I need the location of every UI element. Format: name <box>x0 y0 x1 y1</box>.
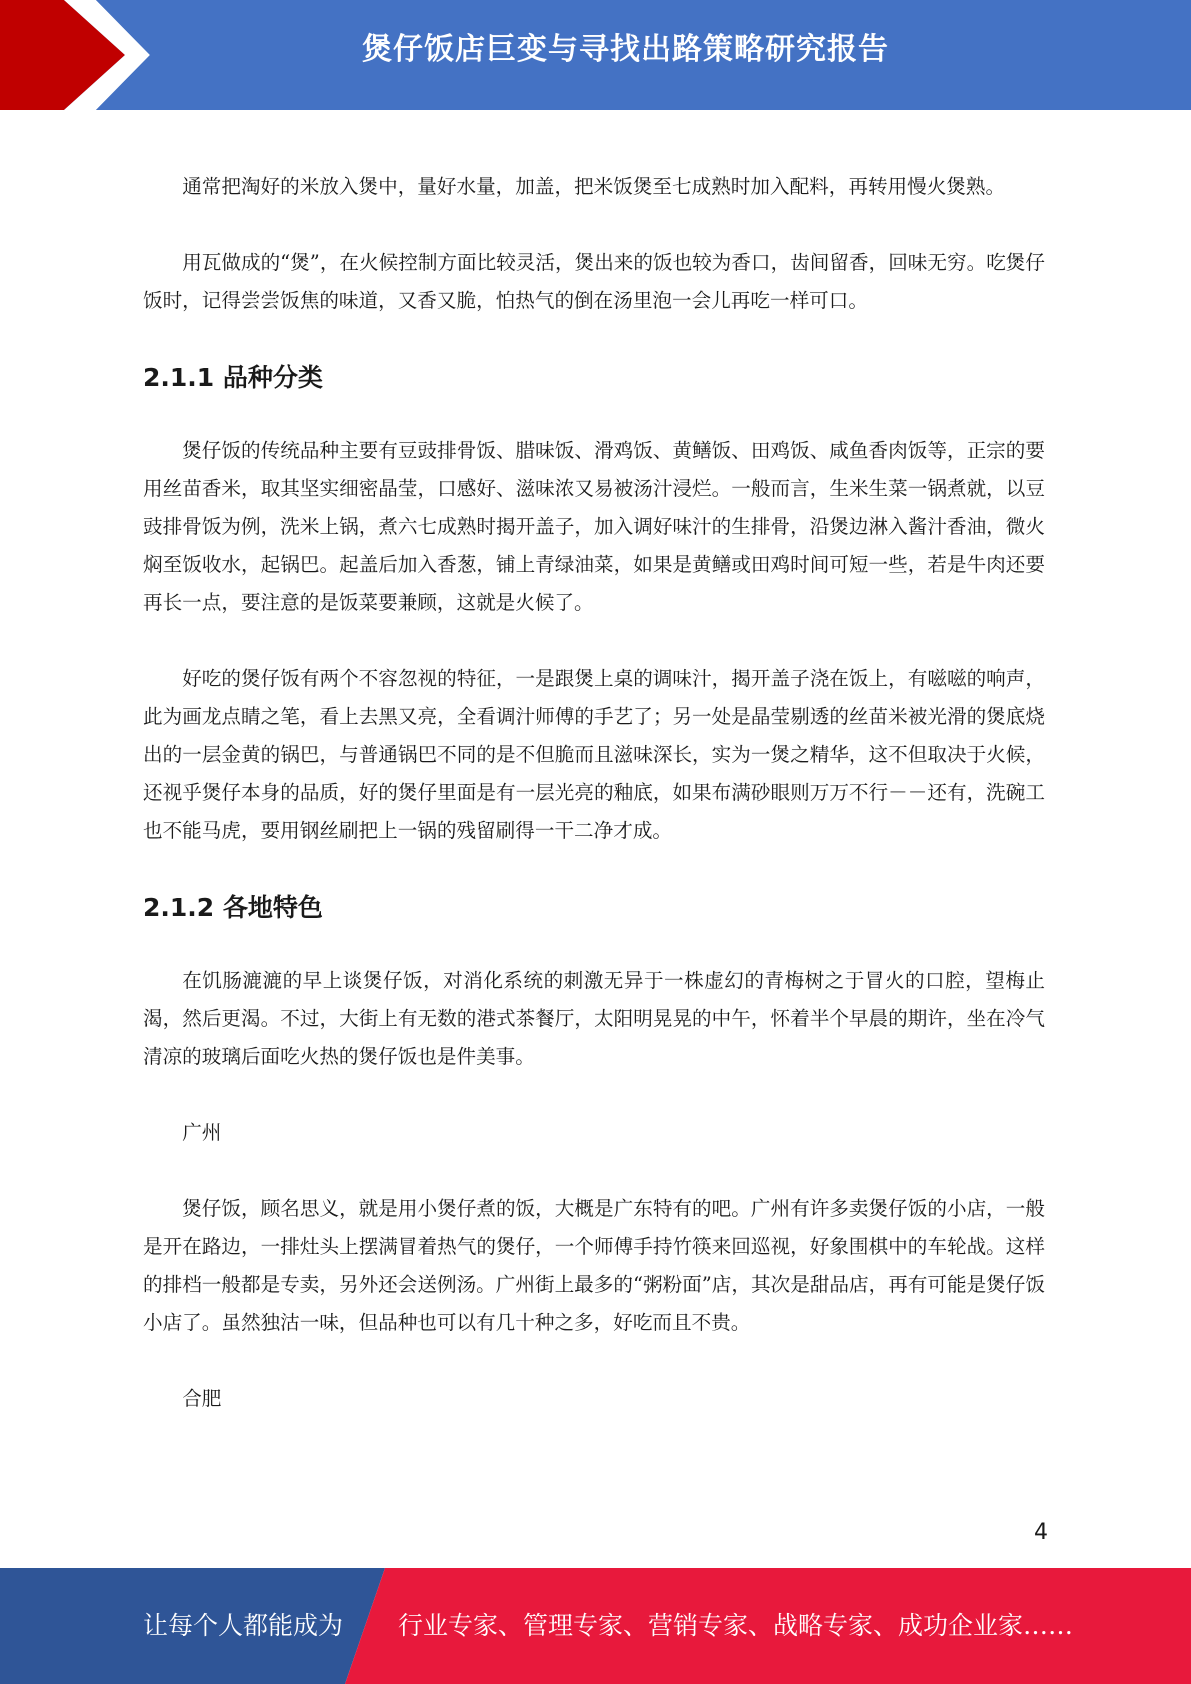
footer-slogan-right: 行业专家、管理专家、营销专家、战略专家、成功企业家…… <box>398 1611 1074 1640</box>
paragraph: 好吃的煲仔饭有两个不容忽视的特征，一是跟煲上桌的调味汁，揭开盖子浇在饭上，有嗞嗞的响声，此为画龙点睛之笔，看上去黑又亮，全看调汁师傅的手艺了；另一处是晶莹剔透的丝苗米被光滑的煲底烧出的一层金黄的锅巴，与普通锅巴不同的是不但脆而且滋味深长，实为一煲之精华，这不但取决于火候，还视乎煲仔本身的品质，好的煲仔里面是有一层光亮的釉底，如果布满砂眼则万万不行－－还有，洗碗工也不能马虎，要用钢丝刷把上一锅的残留刷得一干二净才成。 <box>143 667 1045 842</box>
paragraph: 用瓦做成的“煲”，在火候控制方面比较灵活，煲出来的饭也较为香口，齿间留香，回味无穷。吃煲仔饭时，记得尝尝饭焦的味道，又香又脆，怕热气的倒在汤里泡一会儿再吃一样可口。 <box>143 251 1045 312</box>
document-body <box>143 168 1045 1456</box>
header-title: 煲仔饭店巨变与寻找出路策略研究报告 <box>362 32 889 67</box>
subheading-guangzhou: 广州 <box>182 1121 222 1144</box>
paragraph: 煲仔饭的传统品种主要有豆豉排骨饭、腊味饭、滑鸡饭、黄鳝饭、田鸡饭、咸鱼香肉饭等，正宗的要用丝苗香米，取其坚实细密晶莹，口感好、滋味浓又易被汤汁浸烂。一般而言，生米生菜一锅煮就，以豆豉排骨饭为例，洗米上锅，煮六七成熟时揭开盖子，加入调好味汁的生排骨，沿煲边淋入酱汁香油，微火焖至饭收水，起锅巴。起盖后加入香葱，铺上青绿油菜，如果是黄鳝或田鸡时间可短一些，若是牛肉还要再长一点，要注意的是饭菜要兼顾，这就是火候了。 <box>143 439 1045 614</box>
page-header <box>0 0 1191 110</box>
section-heading-varieties: 2.1.1 品种分类 <box>143 363 323 392</box>
subheading-hefei: 合肥 <box>182 1387 222 1410</box>
footer-slogan-left: 让每个人都能成为 <box>143 1611 344 1640</box>
paragraph: 通常把淘好的米放入煲中，量好水量，加盖，把米饭煲至七成熟时加入配料，再转用慢火煲熟。 <box>182 175 1006 198</box>
paragraph: 煲仔饭，顾名思义，就是用小煲仔煮的饭，大概是广东特有的吧。广州有许多卖煲仔饭的小店，一般是开在路边，一排灶头上摆满冒着热气的煲仔，一个师傅手持竹筷来回巡视，好象围棋中的车轮战。这样的排档一般都是专卖，另外还会送例汤。广州街上最多的“粥粉面”店，其次是甜品店，再有可能是煲仔饭小店了。虽然独沽一味，但品种也可以有几十种之多，好吃而且不贵。 <box>143 1197 1045 1334</box>
header-arrow-decoration <box>0 0 200 110</box>
page-footer <box>0 1568 1191 1684</box>
section-heading-regional: 2.1.2 各地特色 <box>143 893 323 922</box>
page-number: 4 <box>1034 1520 1048 1545</box>
paragraph: 在饥肠漉漉的早上谈煲仔饭，对消化系统的刺激无异于一株虚幻的青梅树之于冒火的口腔，望梅止渴，然后更渴。不过，大街上有无数的港式茶餐厅，太阳明晃晃的中午，怀着半个早晨的期许，坐在冷气清凉的玻璃后面吃火热的煲仔饭也是件美事。 <box>143 969 1045 1068</box>
